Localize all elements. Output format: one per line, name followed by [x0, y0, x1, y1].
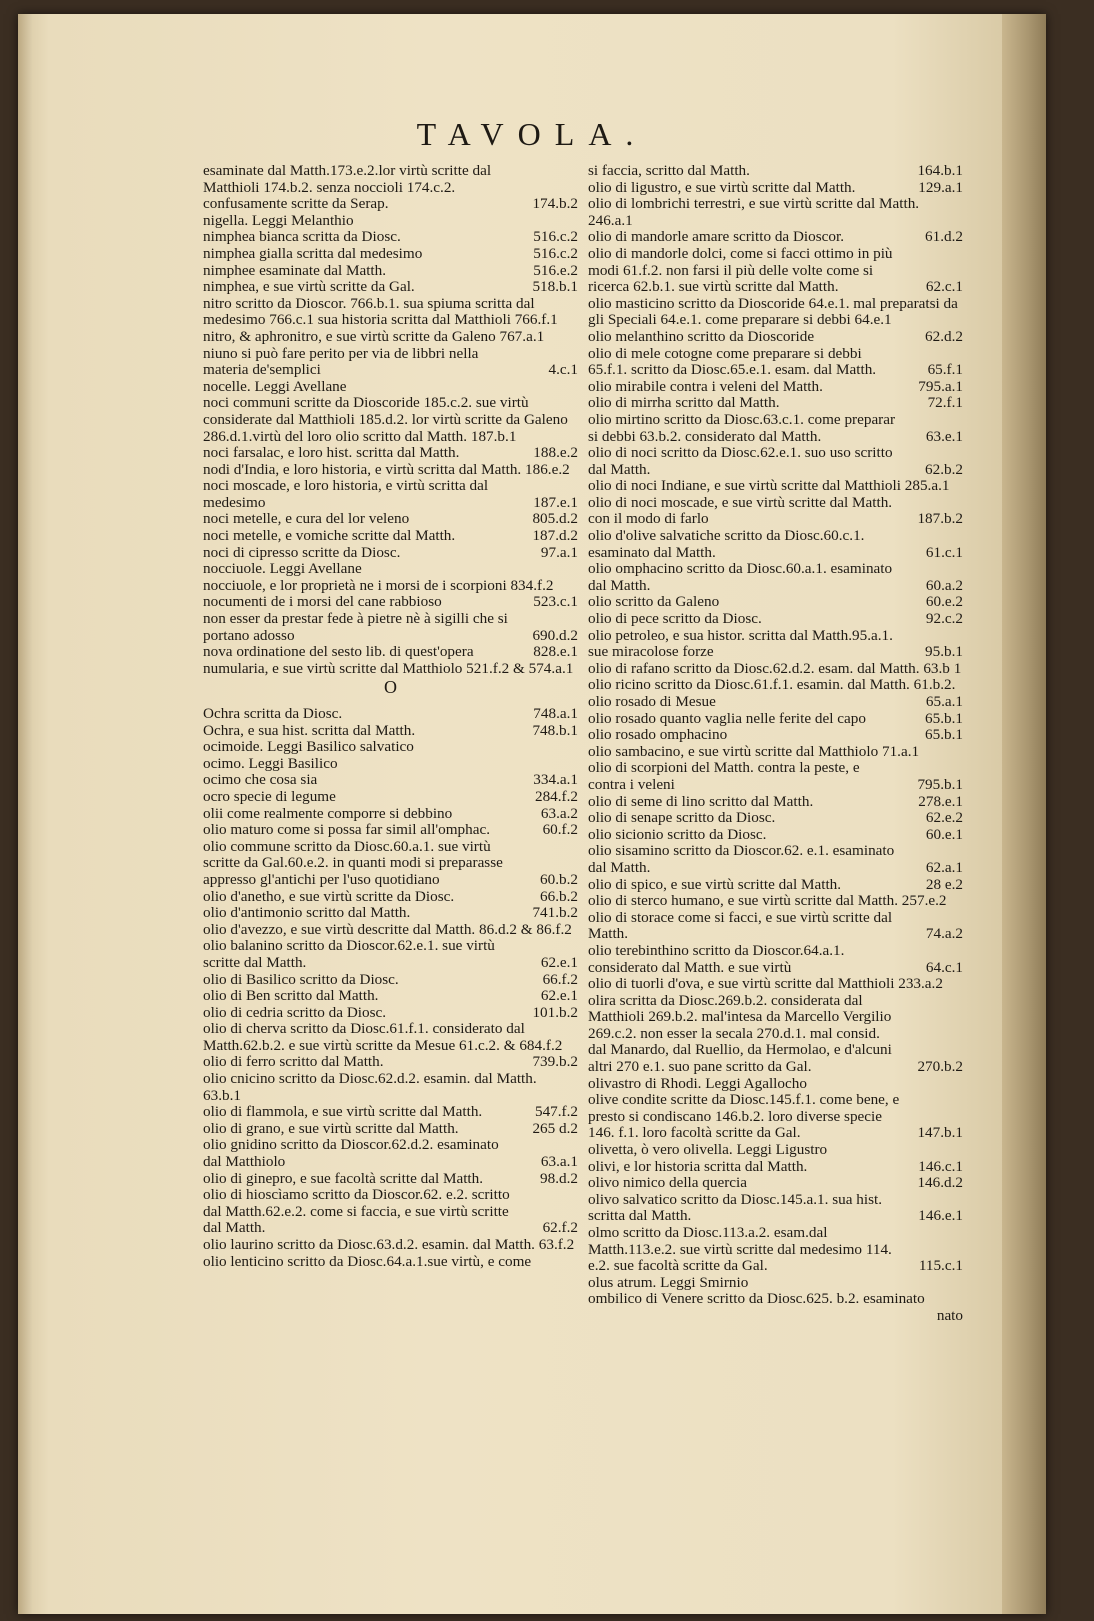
entry-text: olio sisamino scritto da Dioscor.62. e.1. esaminato dal Matth.: [588, 842, 895, 876]
entry-reference: 62.e.2: [925, 809, 963, 827]
entry-reference: 66.b.2: [540, 887, 578, 905]
index-entry: [203, 346, 578, 379]
index-entry: [588, 661, 963, 678]
entry-reference: 284.f.2: [534, 787, 578, 805]
section-letter: O: [384, 677, 397, 698]
entry-text: olio d'avezzo, e sue virtù descritte dal Matth. 86.d.2 & 86.f.2: [203, 920, 572, 938]
entry-reference: 795.b.1: [917, 775, 963, 793]
entry-text: olio di Ben scritto dal Matth.: [203, 987, 379, 1005]
index-entry: [588, 196, 963, 229]
index-entry: [588, 711, 963, 728]
index-entry: [588, 478, 963, 495]
index-entry: [588, 1159, 963, 1176]
entry-text: olio di hioscìamo scritto da Dioscor.62. e.2. scritto dal Matth.62.e.2. come si faccia, e sue virtù scritte dal Matth.: [203, 1186, 510, 1237]
index-entry: [588, 229, 963, 246]
entry-reference: 334.a.1: [533, 771, 578, 789]
entry-text: noci metelle, e vomiche scritte dal Matth.: [203, 527, 456, 545]
entry-reference: 518.b.1: [532, 278, 578, 296]
entry-text: olio di ferro scritto dal Matth.: [203, 1053, 384, 1071]
entry-reference: 65.a.1: [925, 693, 963, 710]
entry-reference: 61.c.1: [925, 543, 963, 561]
index-entry: [203, 822, 578, 839]
entry-text: ocimo che cosa sia: [203, 771, 318, 789]
index-entry: [588, 943, 963, 976]
entry-reference: 278.e.1: [918, 792, 963, 810]
entry-text: nitro scritto da Dioscor. 766.b.1. sua spiuma scritta dal medesimo 766.c.1 sua historia scritta dal Matthioli 766.f.1: [203, 294, 558, 329]
index-entry: [588, 180, 963, 197]
catchword: nato: [936, 1306, 963, 1324]
index-entry: [203, 395, 578, 445]
page-gutter: [18, 14, 32, 1614]
index-entry: [203, 644, 578, 661]
entry-reference: 63.a.2: [540, 804, 578, 822]
entry-text: olio masticino scritto da Dioscoride 64.e.1. mal preparatsi da gli Speciali 64.e.1. come preparare si debbi 64.e.1: [588, 294, 958, 329]
index-entry: [203, 972, 578, 989]
index-column-right: [588, 162, 963, 1324]
index-entry: [588, 993, 963, 1076]
entry-reference: 516.e.2: [533, 261, 578, 279]
index-entry: [588, 628, 963, 661]
entry-reference: 62.b.2: [925, 460, 963, 478]
entry-text: niuno si può fare perito per via de libbri nella materia de'semplici: [203, 344, 479, 379]
entry-text: olio di lombrichi terrestri, e sue virtù scritte dal Matth. 246.a.1: [588, 195, 920, 229]
index-entry: [203, 511, 578, 528]
index-entry: [203, 545, 578, 562]
entry-reference: 92.c.2: [925, 610, 963, 628]
entry-text: non esser da prestar fede à pietre nè à sigilli che si portano adosso: [203, 610, 508, 644]
entry-reference: 146.e.1: [918, 1207, 963, 1225]
index-entry: [203, 1054, 578, 1071]
index-entry: [588, 1225, 963, 1275]
index-entry: [203, 739, 578, 756]
index-entry: [588, 827, 963, 844]
index-entry: [588, 1142, 963, 1159]
entry-text: olio di mirrha scritto dal Matth.: [588, 394, 780, 412]
entry-reference: 516.c.2: [533, 244, 578, 262]
entry-text: olio cnicino scritto da Diosc.62.d.2. esamin. dal Matth. 63.b.1: [203, 1070, 537, 1104]
entry-reference: 795.a.1: [918, 377, 963, 395]
entry-text: nimphea, e sue virtù scritte da Gal.: [203, 278, 415, 296]
entry-reference: 60.b.2: [540, 870, 578, 888]
entry-text: olio sambacino, e sue virtù scritte dal Matthiolo 71.a.1: [588, 742, 920, 760]
entry-reference: 65.f.1: [927, 361, 963, 379]
entry-text: olio rosado quanto vaglia nelle ferite del capo: [588, 709, 866, 727]
entry-text: olio lenticino scritto da Diosc.64.a.1.sue virtù, e come: [203, 1252, 532, 1270]
entry-reference: 690.d.2: [532, 626, 578, 644]
entry-reference: 62.a.1: [925, 858, 963, 876]
entry-reference: 101.b.2: [532, 1003, 578, 1021]
entry-reference: 187.d.2: [532, 527, 578, 545]
entry-text: noci communi scritte da Dioscoride 185.c.2. sue virtù considerate dal Matthioli 185.d.2. lor virtù scritte da Galeno 286.d.1.virtù del loro olio scritto dal Matth. 187.b.1: [203, 394, 568, 445]
index-entry: [588, 694, 963, 711]
page-title: TAVOLA.: [416, 116, 648, 152]
entry-text: olio di ginepro, e sue facoltà scritte dal Matth.: [203, 1169, 484, 1187]
entry-text: olio di storace come si facci, e sue virtù scritte dal Matth.: [588, 908, 893, 943]
index-entry: [203, 1237, 578, 1254]
entry-reference: 129.a.1: [918, 178, 963, 196]
index-entry: [588, 246, 963, 296]
index-column-left: [203, 163, 578, 1270]
index-entry: [203, 922, 578, 939]
entry-text: nocumenti de i morsi del cane rabbioso: [203, 593, 442, 611]
index-entry: [203, 329, 578, 346]
entry-text: olivo nimico della quercia: [588, 1174, 747, 1192]
entry-text: olio balanino scritto da Dioscor.62.e.1. sue virtù scritte dal Matth.: [203, 937, 495, 971]
index-entry: [203, 163, 578, 213]
entry-reference: 95.b.1: [925, 643, 963, 661]
index-entry: [588, 445, 963, 478]
entry-reference: 547.f.2: [534, 1103, 578, 1121]
index-entry: [203, 379, 578, 396]
entry-reference: 523.c.1: [533, 593, 578, 611]
entry-text: noci metelle, e cura del lor veleno: [203, 510, 410, 528]
entry-reference: 60.a.2: [925, 576, 963, 594]
entry-reference: 146.d.2: [917, 1174, 963, 1192]
index-entry: [588, 1175, 963, 1192]
entry-text: olio di ligustro, e sue virtù scritte dal Matth.: [588, 178, 856, 196]
entry-text: olio di cedria scritto da Diosc.: [203, 1003, 387, 1021]
entry-text: noci moscade, e loro historia, e virtù scritta dal medesimo: [203, 477, 489, 511]
entry-text: olmo scritto da Diosc.113.a.2. esam.dal Matth.113.e.2. sue virtù scritte dal medesimo 114. e.2. sue facoltà scritte da Gal.: [588, 1224, 892, 1275]
index-entry: [203, 905, 578, 922]
entry-reference: 748.a.1: [533, 705, 578, 722]
entry-reference: 741.b.2: [532, 904, 578, 922]
entry-text: olio di Basilico scritto da Diosc.: [203, 970, 399, 988]
index-entry: [203, 1021, 578, 1054]
entry-reference: 61.d.2: [925, 228, 963, 246]
entry-text: olio mirtino scritto da Diosc.63.c.1. come preparar si debbi 63.b.2. considerato dal Matth.: [588, 410, 896, 445]
entry-text: Ochra scritta da Diosc.: [203, 705, 343, 722]
index-entry: [588, 727, 963, 744]
entry-text: olio di mandorle dolci, come si facci ottimo in più modi 61.f.2. non farsi il più delle volte come si ricerca 62.b.1. sue virtù scritte dal Matth.: [588, 244, 893, 296]
entry-text: nimphee esaminate dal Matth.: [203, 261, 387, 279]
entry-text: olio terebinthino scritto da Dioscor.64.a.1. considerato dal Matth. e sue virtù: [588, 941, 845, 976]
index-entry: [203, 578, 578, 595]
index-entry: [203, 889, 578, 906]
entry-text: ocimo. Leggi Basilico: [203, 754, 338, 772]
index-entry: [203, 229, 578, 246]
entry-reference: 62.e.1: [540, 987, 578, 1005]
entry-text: olio laurino scritto da Diosc.63.d.2. esamin. dal Matth. 63.f.2: [203, 1236, 575, 1253]
entry-text: ocro specie di legume: [203, 787, 336, 805]
entry-text: noci di cipresso scritte da Diosc.: [203, 543, 401, 561]
entry-reference: 62.c.1: [925, 278, 963, 296]
index-entry: [588, 611, 963, 628]
entry-reference: 187.e.1: [533, 493, 578, 511]
entry-text: Ochra, e sua hist. scritta dal Matth.: [203, 721, 416, 739]
entry-text: olio mirabile contra i veleni del Matth.: [588, 377, 823, 395]
entry-text: olio di senape scritto da Diosc.: [588, 809, 776, 827]
entry-reference: 828.e.1: [533, 643, 578, 661]
entry-reference: 62.e.1: [540, 953, 578, 971]
entry-text: nocciuole. Leggi Avellane: [203, 560, 362, 578]
entry-text: olio rosado di Mesue: [588, 693, 716, 710]
entry-text: numularia, e sue virtù scritte dal Matthiolo 521.f.2 & 574.a.1: [203, 659, 574, 677]
page-edge: [1002, 14, 1046, 1614]
index-entry: [203, 263, 578, 280]
entry-text: noci farsalac, e loro hist. scritta dal Matth.: [203, 444, 460, 462]
entry-reference: 115.c.1: [918, 1257, 963, 1275]
index-entry: [203, 611, 578, 644]
entry-text: olivo salvatico scritto da Diosc.145.a.1. sua hist. scritta dal Matth.: [588, 1190, 882, 1225]
entry-text: olio di cherva scritto da Diosc.61.f.1. considerato dal Matth.62.b.2. e sue virtù scritte da Mesue 61.c.2. & 684.f.2: [203, 1020, 563, 1054]
entry-reference: 65.b.1: [925, 709, 963, 727]
entry-text: esaminate dal Matth.173.e.2.lor virtù scritte dal Matthioli 174.b.2. senza noccioli 174.c.2. confusamente scritte da Serap.: [203, 162, 492, 213]
entry-text: olio melanthino scritto da Dioscoride: [588, 327, 815, 345]
index-entry: [203, 756, 578, 773]
entry-text: olio maturo come si possa far simil all'omphac.: [203, 821, 491, 839]
entry-text: olira scritta da Diosc.269.b.2. considerata dal Matthioli 269.b.2. mal'intesa da Marcello Vergilio 269.c.2. non esser la secala 270.d.1. mal consid. dal Manardo, dal Ruellio, da Hermolao, e d'alcuni altri 270 e.1. suo pane scritto da Gal.: [588, 991, 892, 1076]
entry-text: olio di sterco humano, e sue virtù scritte dal Matth. 257.e.2: [588, 892, 947, 910]
entry-reference: 187.b.2: [917, 510, 963, 528]
index-entry: [203, 462, 578, 479]
entry-text: olio di mandorle amare scritto da Dioscor.: [588, 228, 845, 246]
index-entry: [203, 1071, 578, 1104]
entry-text: olus atrum. Leggi Smirnio: [588, 1273, 749, 1291]
entry-text: olivetta, ò vero olivella. Leggi Ligustro: [588, 1141, 828, 1159]
entry-text: nimphea gialla scritta dal medesimo: [203, 244, 423, 262]
index-entry: [588, 760, 963, 793]
entry-text: olio di rafano scritto da Diosc.62.d.2. esam. dal Matth. 63.b 1: [588, 659, 962, 677]
index-entry: [203, 478, 578, 511]
entry-reference: 270.b.2: [917, 1058, 963, 1076]
index-entry: [588, 329, 963, 346]
entry-text: nimphea bianca scritta da Diosc.: [203, 228, 401, 246]
entry-reference: 74.a.2: [925, 925, 963, 943]
entry-text: olii come realmente comporre si debbino: [203, 804, 453, 822]
entry-reference: 60.e.2: [925, 593, 963, 611]
entry-text: olio scritto da Galeno: [588, 593, 720, 611]
entry-text: olio di mele cotogne come preparare si debbi 65.f.1. scritto da Diosc.65.e.1. esam. dal Matth.: [588, 344, 877, 379]
index-entry: [588, 412, 963, 445]
entry-text: olio gnidino scritto da Dioscor.62.d.2. esaminato dal Matthiolo: [203, 1136, 499, 1171]
index-entry: [588, 495, 963, 528]
index-entry: [203, 213, 578, 230]
entry-text: olio rosado omphacino: [588, 726, 728, 744]
entry-reference: 188.e.2: [533, 444, 578, 462]
entry-reference: 265 d.2: [532, 1119, 578, 1137]
entry-text: olio di scorpioni del Matth. contra la peste, e contra i veleni: [588, 759, 860, 793]
entry-text: nocciuole, e lor proprietà ne i morsi de i scorpioni 834.f.2: [203, 576, 554, 594]
index-entry: [588, 877, 963, 894]
entry-reference: 72.f.1: [927, 394, 963, 412]
entry-reference: 62.d.2: [925, 327, 963, 345]
index-entry: [203, 279, 578, 296]
index-entry: [588, 163, 963, 180]
entry-text: olio di flammola, e sue virtù scritte dal Matth.: [203, 1103, 483, 1121]
entry-reference: 60.f.2: [542, 821, 578, 839]
entry-reference: 164.b.1: [917, 162, 963, 179]
entry-reference: 65.b.1: [925, 726, 963, 744]
index-entry: [588, 1092, 963, 1142]
entry-reference: 4.c.1: [548, 361, 578, 379]
entry-reference: 97.a.1: [540, 543, 578, 561]
index-entry: [203, 1137, 578, 1170]
index-entry: [203, 1104, 578, 1121]
index-entry: [588, 810, 963, 827]
entry-text: olio d'anetho, e sue virtù scritte da Diosc.: [203, 887, 455, 905]
index-entry: [203, 1171, 578, 1188]
entry-text: olio petroleo, e sua histor. scritta dal Matth.95.a.1. sue miracolose forze: [588, 626, 893, 661]
entry-text: nigella. Leggi Melanthio: [203, 211, 354, 229]
index-entry: [588, 296, 963, 329]
index-entry: [203, 561, 578, 578]
index-entry: [588, 1275, 963, 1292]
entry-text: olio sicionio scritto da Diosc.: [588, 825, 767, 843]
entry-text: nova ordinatione del sesto lib. di quest'opera: [203, 643, 474, 661]
index-entry: [203, 988, 578, 1005]
index-entry: [203, 723, 578, 740]
entry-text: si faccia, scritto dal Matth.: [588, 162, 750, 179]
index-entry: [203, 296, 578, 329]
entry-text: olio di pece scritto da Diosc.: [588, 610, 762, 628]
index-entry: [203, 772, 578, 789]
entry-text: olio d'antimonio scritto dal Matth.: [203, 904, 411, 922]
entry-text: olivi, e lor historia scritta dal Matth.: [588, 1157, 808, 1175]
index-entry: [588, 677, 963, 694]
index-entry: [203, 938, 578, 971]
entry-text: olio commune scritto da Diosc.60.a.1. sue virtù scritte da Gal.60.e.2. in quanti modi si preparasse appresso gl'antichi per l'uso quotidiano: [203, 837, 503, 888]
entry-text: olio di seme di lino scritto dal Matth.: [588, 792, 814, 810]
entry-reference: 516.c.2: [533, 228, 578, 246]
entry-reference: 146.c.1: [918, 1157, 963, 1175]
index-entry: [588, 1076, 963, 1093]
entry-text: olio di grano, e sue virtù scritte dal Matth.: [203, 1119, 459, 1137]
index-entry: [588, 561, 963, 594]
index-entry: [203, 445, 578, 462]
entry-text: olive condite scritte da Diosc.145.f.1. come bene, e presto si condiscano 146.b.2. loro diverse specie 146. f.1. loro facoltà scritte da Gal.: [588, 1091, 900, 1142]
entry-text: ocimoide. Leggi Basilico salvatico: [203, 738, 414, 756]
index-entry: [203, 528, 578, 545]
entry-text: olio di spico, e sue virtù scritte dal Matth.: [588, 875, 842, 893]
entry-text: olio di noci scritto da Diosc.62.e.1. suo uso scritto dal Matth.: [588, 444, 893, 478]
entry-reference: 174.b.2: [532, 195, 578, 213]
entry-text: olio ricino scritto da Diosc.61.f.1. esamin. dal Matth. 61.b.2.: [588, 676, 956, 694]
entry-reference: 64.c.1: [925, 958, 963, 976]
index-entry: [588, 395, 963, 412]
entry-reference: 63.a.1: [540, 1153, 578, 1171]
entry-reference: 748.b.1: [532, 721, 578, 739]
entry-text: olio di noci moscade, e sue virtù scritte dal Matth. con il modo di farlo: [588, 493, 893, 528]
entry-reference: 739.b.2: [532, 1053, 578, 1071]
index-entry: [588, 794, 963, 811]
index-entry: [203, 246, 578, 263]
index-entry: [588, 744, 963, 761]
entry-reference: 62.f.2: [542, 1219, 578, 1237]
entry-text: nodi d'India, e loro historia, e virtù scritta dal Matth. 186.e.2: [203, 460, 570, 478]
entry-text: nitro, & aphronitro, e sue virtù scritte da Galeno 767.a.1: [203, 327, 545, 345]
index-entry: [203, 594, 578, 611]
index-entry: [588, 910, 963, 943]
index-entry: [203, 839, 578, 889]
entry-text: olivastro di Rhodi. Leggi Agallocho: [588, 1074, 807, 1092]
index-entry: [588, 1192, 963, 1225]
entry-text: olio di noci Indiane, e sue virtù scritte dal Matthioli 285.a.1: [588, 477, 950, 495]
entry-reference: 28 e.2: [925, 875, 963, 893]
entry-reference: 805.d.2: [532, 510, 578, 528]
entry-reference: 66.f.2: [542, 970, 578, 988]
entry-text: ombilico di Venere scritto da Diosc.625. b.2. esaminato: [588, 1290, 925, 1308]
index-entry: [203, 806, 578, 823]
index-entry: [588, 843, 963, 876]
index-entry: [588, 346, 963, 379]
entry-reference: 98.d.2: [540, 1169, 578, 1187]
index-entry: [203, 661, 578, 678]
entry-text: nocelle. Leggi Avellane: [203, 377, 347, 395]
index-entry: [203, 789, 578, 806]
index-entry: [588, 893, 963, 910]
book-page: [18, 14, 1046, 1614]
index-entry: [588, 976, 963, 993]
entry-reference: 63.e.1: [925, 427, 963, 445]
index-entry: [588, 594, 963, 611]
index-entry: [203, 1121, 578, 1138]
index-entry: [203, 1005, 578, 1022]
index-entry: [588, 1291, 963, 1308]
index-entry: [203, 1187, 578, 1237]
entry-text: olio di tuorli d'ova, e sue virtù scritte dal Matthioli 233.a.2: [588, 975, 943, 993]
index-entry: [203, 1254, 578, 1271]
index-entry: [588, 528, 963, 561]
entry-reference: 60.e.1: [925, 825, 963, 843]
entry-text: olio omphacino scritto da Diosc.60.a.1. esaminato dal Matth.: [588, 560, 893, 594]
index-entry: [588, 379, 963, 396]
index-entry: [203, 706, 578, 723]
entry-reference: 147.b.1: [917, 1124, 963, 1142]
entry-text: olio d'olive salvatiche scritto da Diosc.60.c.1. esaminato dal Matth.: [588, 527, 865, 561]
